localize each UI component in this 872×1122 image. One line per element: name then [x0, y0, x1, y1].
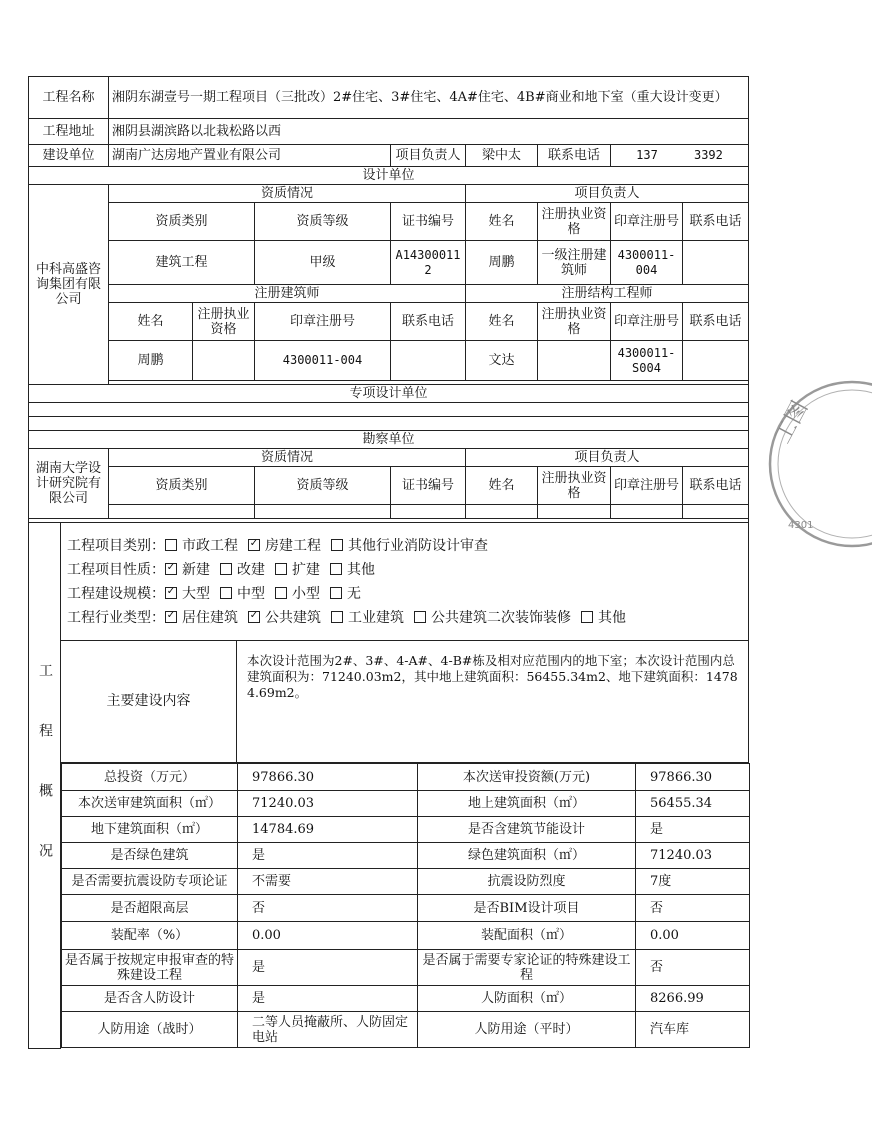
struct-phone-value	[683, 341, 749, 381]
leader-reg-value: 一级注册建筑师	[538, 241, 611, 285]
industry-option[interactable]	[165, 610, 238, 626]
scale-option-label: 小型	[292, 585, 320, 602]
nature-label: 工程项目性质：	[67, 561, 165, 578]
leader-seal-value: 4300011-004	[611, 241, 683, 285]
design-company: 中科高盛咨询集团有限公司	[29, 185, 109, 385]
stat-value: 是	[238, 986, 418, 1012]
phone-value: 137 3392	[611, 145, 749, 167]
survey-phone-value	[683, 505, 749, 519]
stat-value: 是	[636, 817, 750, 843]
scale-checkbox[interactable]	[220, 587, 232, 599]
approval-stamp	[752, 376, 872, 556]
architect-phone-header: 联系电话	[391, 303, 466, 341]
stat-value: 97866.30	[238, 764, 418, 791]
stat-value: 汽车库	[636, 1012, 750, 1048]
stat-label: 是否含人防设计	[62, 986, 238, 1012]
stats-row	[62, 922, 750, 950]
stat-label: 人防用途（平时）	[418, 1012, 636, 1048]
category-option[interactable]	[165, 538, 238, 554]
owner-label: 建设单位	[29, 145, 109, 167]
qual-level-value: 甲级	[255, 241, 391, 285]
leader-phone-header: 联系电话	[683, 203, 749, 241]
survey-reg-value	[538, 505, 611, 519]
design-subtitle-row	[29, 185, 749, 203]
stats-row	[62, 791, 750, 817]
design-header-row	[29, 203, 749, 241]
stat-value: 7度	[636, 869, 750, 895]
stat-label: 装配面积（㎡）	[418, 922, 636, 950]
stat-label: 是否属于按规定申报审查的特殊建设工程	[62, 950, 238, 986]
manager-label: 项目负责人	[391, 145, 466, 167]
stat-label: 是否BIM设计项目	[418, 895, 636, 922]
category-options	[165, 538, 498, 554]
stat-label: 总投资（万元）	[62, 764, 238, 791]
stat-label: 装配率（%）	[62, 922, 238, 950]
qual-level-header: 资质等级	[255, 203, 391, 241]
stat-label: 是否需要抗震设防专项论证	[62, 869, 238, 895]
survey-phone-header: 联系电话	[683, 467, 749, 505]
stat-label: 人防面积（㎡）	[418, 986, 636, 1012]
survey-seal-header: 印章注册号	[611, 467, 683, 505]
cert-no-header: 证书编号	[391, 203, 466, 241]
category-checkbox[interactable]	[331, 539, 343, 551]
architect-value-row	[29, 341, 749, 381]
category-row	[67, 536, 742, 556]
survey-title-row	[29, 431, 749, 449]
scale-option[interactable]	[275, 586, 320, 602]
category-checkbox[interactable]	[165, 539, 177, 551]
industry-options	[165, 610, 636, 626]
main-content-label: 主要建设内容	[61, 641, 237, 763]
phone-label: 联系电话	[538, 145, 611, 167]
survey-qual-title: 资质情况	[109, 449, 466, 467]
struct-name-value: 文达	[466, 341, 538, 381]
industry-option-label: 居住建筑	[182, 609, 238, 626]
stats-row	[62, 869, 750, 895]
stats-table	[61, 763, 750, 1048]
stat-label: 本次送审建筑面积（㎡）	[62, 791, 238, 817]
category-option-label: 房建工程	[265, 537, 321, 554]
stat-label: 是否超限高层	[62, 895, 238, 922]
struct-reg-value	[538, 341, 611, 381]
architect-reg-header: 注册执业资格	[193, 303, 255, 341]
industry-option[interactable]	[414, 610, 571, 626]
stat-value: 否	[636, 895, 750, 922]
overview-table	[28, 522, 749, 1049]
nature-checkbox[interactable]	[165, 563, 177, 575]
nature-option[interactable]	[330, 562, 375, 578]
stamp-fragment-text: 工图	[770, 397, 814, 448]
stat-value: 14784.69	[238, 817, 418, 843]
leader-seal-header: 印章注册号	[611, 203, 683, 241]
main-content-value: 本次设计范围为2#、3#、4-A#、4-B#栋及相对应范围内的地下室；本次设计范围内总建筑面积为：71240.03m2，其中地上建筑面积：56455.34m2、地下建筑面积：14784.69m2。	[237, 641, 749, 763]
stats-body	[62, 764, 750, 1048]
survey-qual-type-value	[109, 505, 255, 519]
stat-label: 本次送审投资额(万元)	[418, 764, 636, 791]
special-title-row	[29, 385, 749, 403]
stat-value: 71240.03	[636, 843, 750, 869]
stat-value: 97866.30	[636, 764, 750, 791]
survey-section-title: 勘察单位	[29, 431, 749, 449]
industry-option[interactable]	[331, 610, 404, 626]
scale-label: 工程建设规模：	[67, 585, 165, 602]
special-empty-row-2	[29, 417, 749, 431]
industry-checkbox[interactable]	[248, 611, 260, 623]
stat-label: 是否属于需要专家论证的特殊建设工程	[418, 950, 636, 986]
survey-seal-value	[611, 505, 683, 519]
form-table	[28, 76, 749, 523]
struct-reg-header: 注册执业资格	[538, 303, 611, 341]
scale-checkbox[interactable]	[275, 587, 287, 599]
architect-seal-header: 印章注册号	[255, 303, 391, 341]
project-name-row	[29, 77, 749, 119]
qual-type-header: 资质类别	[109, 203, 255, 241]
stat-label: 人防用途（战时）	[62, 1012, 238, 1048]
architect-name-value: 周鹏	[109, 341, 193, 381]
checkbox-block	[61, 523, 749, 641]
scale-checkbox[interactable]	[330, 587, 342, 599]
leader-phone-value	[683, 241, 749, 285]
nature-checkbox[interactable]	[330, 563, 342, 575]
struct-seal-header: 印章注册号	[611, 303, 683, 341]
stat-value: 是	[238, 950, 418, 986]
nature-option-label: 改建	[237, 561, 265, 578]
stat-value: 是	[238, 843, 418, 869]
scale-option-label: 无	[347, 585, 361, 602]
architect-phone-value	[391, 341, 466, 381]
industry-label: 工程行业类型：	[67, 609, 165, 626]
stamp-number: 4301	[788, 520, 814, 531]
survey-qual-level-header: 资质等级	[255, 467, 391, 505]
address-value: 湘阴县湖滨路以北栽松路以西	[109, 119, 749, 145]
project-name-value: 湘阴东湖壹号一期工程项目（三批改）2#住宅、3#住宅、4A#住宅、4B#商业和地下室（重大设计变更）	[109, 77, 749, 119]
industry-row	[67, 608, 742, 628]
survey-qual-level-value	[255, 505, 391, 519]
category-option-label: 其他行业消防设计审查	[348, 537, 488, 554]
stat-value: 8266.99	[636, 986, 750, 1012]
manager-value: 梁中太	[466, 145, 538, 167]
industry-option[interactable]	[581, 610, 626, 626]
overview-checkbox-row	[29, 523, 749, 641]
design-leader-title: 项目负责人	[466, 185, 749, 203]
industry-option[interactable]	[248, 610, 321, 626]
nature-checkbox[interactable]	[220, 563, 232, 575]
special-section-title: 专项设计单位	[29, 385, 749, 403]
survey-name-value	[466, 505, 538, 519]
project-name-label: 工程名称	[29, 77, 109, 119]
struct-phone-header: 联系电话	[683, 303, 749, 341]
survey-reg-header: 注册执业资格	[538, 467, 611, 505]
stat-value: 71240.03	[238, 791, 418, 817]
scale-option-label: 中型	[237, 585, 265, 602]
address-label: 工程地址	[29, 119, 109, 145]
nature-option[interactable]	[275, 562, 320, 578]
stat-value: 否	[238, 895, 418, 922]
leader-name-header: 姓名	[466, 203, 538, 241]
stat-value: 0.00	[238, 922, 418, 950]
nature-options	[165, 562, 385, 578]
design-title-row	[29, 167, 749, 185]
survey-company: 湖南大学设计研究院有限公司	[29, 449, 109, 519]
scale-option[interactable]	[330, 586, 361, 602]
leader-name-value: 周鹏	[466, 241, 538, 285]
struct-title: 注册结构工程师	[466, 285, 749, 303]
nature-option[interactable]	[220, 562, 265, 578]
stat-label: 是否含建筑节能设计	[418, 817, 636, 843]
industry-checkbox[interactable]	[331, 611, 343, 623]
nature-option[interactable]	[165, 562, 210, 578]
architect-reg-value	[193, 341, 255, 381]
qual-type-value: 建筑工程	[109, 241, 255, 285]
stats-row	[62, 1012, 750, 1048]
scale-options	[165, 586, 371, 602]
stat-value: 不需要	[238, 869, 418, 895]
scale-checkbox[interactable]	[165, 587, 177, 599]
architect-title-row	[29, 285, 749, 303]
design-qual-title: 资质情况	[109, 185, 466, 203]
scale-option-label: 大型	[182, 585, 210, 602]
special-empty-cell-2	[29, 417, 749, 431]
stat-label: 地下建筑面积（㎡）	[62, 817, 238, 843]
industry-checkbox[interactable]	[165, 611, 177, 623]
stats-container	[61, 763, 749, 1049]
stats-row	[62, 986, 750, 1012]
stats-row	[29, 763, 749, 1049]
design-section-title: 设计单位	[29, 167, 749, 185]
special-empty-cell-1	[29, 403, 749, 417]
survey-subtitle-row	[29, 449, 749, 467]
survey-header-row	[29, 467, 749, 505]
overview-side-text: 工程概况	[37, 663, 53, 904]
industry-option-label: 公共建筑	[265, 609, 321, 626]
stat-label: 绿色建筑面积（㎡）	[418, 843, 636, 869]
address-row	[29, 119, 749, 145]
leader-reg-header: 注册执业资格	[538, 203, 611, 241]
stats-row	[62, 895, 750, 922]
nature-row	[67, 560, 742, 580]
nature-option-label: 扩建	[292, 561, 320, 578]
industry-option-label: 其他	[598, 609, 626, 626]
stat-label: 抗震设防烈度	[418, 869, 636, 895]
architect-seal-value: 4300011-004	[255, 341, 391, 381]
struct-seal-value: 4300011-S004	[611, 341, 683, 381]
nature-checkbox[interactable]	[275, 563, 287, 575]
stat-value: 0.00	[636, 922, 750, 950]
stat-label: 地上建筑面积（㎡）	[418, 791, 636, 817]
main-content-row	[29, 641, 749, 763]
struct-name-header: 姓名	[466, 303, 538, 341]
nature-option-label: 其他	[347, 561, 375, 578]
category-option[interactable]	[248, 538, 321, 554]
survey-name-header: 姓名	[466, 467, 538, 505]
scale-option[interactable]	[220, 586, 265, 602]
survey-value-row	[29, 505, 749, 519]
survey-cert-no-value	[391, 505, 466, 519]
stats-row	[62, 950, 750, 986]
overview-side-label	[29, 523, 61, 1049]
design-value-row	[29, 241, 749, 285]
architect-header-row	[29, 303, 749, 341]
industry-checkbox[interactable]	[581, 611, 593, 623]
owner-value: 湖南广达房地产置业有限公司	[109, 145, 391, 167]
owner-row	[29, 145, 749, 167]
survey-cert-no-header: 证书编号	[391, 467, 466, 505]
category-label: 工程项目类别：	[67, 537, 165, 554]
cert-no-value: A143000112	[391, 241, 466, 285]
special-empty-row-1	[29, 403, 749, 417]
scale-option[interactable]	[165, 586, 210, 602]
survey-leader-title: 项目负责人	[466, 449, 749, 467]
stat-value: 二等人员掩蔽所、人防固定电站	[238, 1012, 418, 1048]
category-option[interactable]	[331, 538, 488, 554]
nature-option-label: 新建	[182, 561, 210, 578]
industry-checkbox[interactable]	[414, 611, 426, 623]
category-option-label: 市政工程	[182, 537, 238, 554]
stats-row	[62, 843, 750, 869]
stats-row	[62, 817, 750, 843]
stat-value: 56455.34	[636, 791, 750, 817]
form-sheet	[28, 76, 748, 1049]
category-checkbox[interactable]	[248, 539, 260, 551]
survey-qual-type-header: 资质类别	[109, 467, 255, 505]
architect-title: 注册建筑师	[109, 285, 466, 303]
industry-option-label: 工业建筑	[348, 609, 404, 626]
industry-option-label: 公共建筑二次装饰装修	[431, 609, 571, 626]
stat-value: 否	[636, 950, 750, 986]
scale-row	[67, 584, 742, 604]
architect-name-header: 姓名	[109, 303, 193, 341]
stats-row	[62, 764, 750, 791]
stat-label: 是否绿色建筑	[62, 843, 238, 869]
